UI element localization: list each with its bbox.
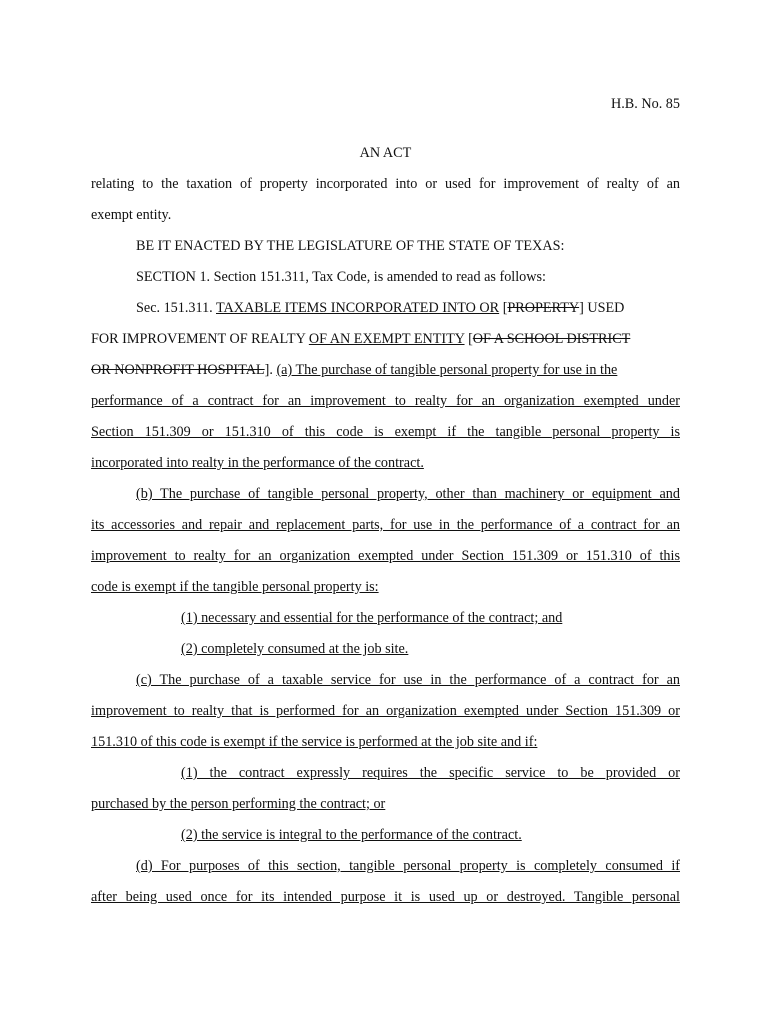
subsection-c-line-2: improvement to realty that is performed for an organization exempted under Section 151.309 or [91,703,680,719]
subsection-b-item-1: (1) necessary and essential for the performance of the contract; and [181,610,563,626]
subsection-b-line-4: code is exempt if the tangible personal property is: [91,579,379,595]
section-heading-line-3 [91,361,680,379]
deleted-text: PROPERTY [507,300,580,316]
section-heading-line-1 [136,299,680,317]
bracket: [ [464,331,473,347]
subsection-c-line-3: 151.310 of this code is exempt if the service is performed at the job site and if: [91,734,538,750]
section-heading-line-2 [91,330,680,348]
subsection-c-line-1: (c) The purchase of a taxable service for use in the performance of a contract for an [136,672,680,688]
subsection-b-line-3: improvement to realty for an organization exempted under Section 151.309 or 151.310 of this [91,548,680,564]
bracket: ]. [264,362,277,378]
subsection-a-line-4: incorporated into realty in the performance of the contract. [91,455,424,471]
subsection-a-line-3: Section 151.309 or 151.310 of this code is exempt if the tangible personal property is [91,424,680,440]
deleted-text: OR NONPROFIT HOSPITAL [91,362,265,378]
subsection-d-line-1: (d) For purposes of this section, tangible personal property is completely consumed if [136,858,680,874]
caption-line-1: relating to the taxation of property incorporated into or used for improvement of realty of an [91,176,680,192]
subsection-a-line-2: performance of a contract for an improvement to realty for an organization exempted under [91,393,680,409]
subsection-b-line-1: (b) The purchase of tangible personal property, other than machinery or equipment and [136,486,680,502]
subsection-a-line-1: (a) The purchase of tangible personal property for use in the [276,362,618,378]
subsection-c-item-1-line-1: (1) the contract expressly requires the specific service to be provided or [181,765,680,781]
act-heading: AN ACT [359,145,412,161]
deleted-text: OF A SCHOOL DISTRICT [472,331,631,347]
enacting-clause: BE IT ENACTED BY THE LEGISLATURE OF THE STATE OF TEXAS: [136,238,565,254]
bill-number: H.B. No. 85 [611,96,680,112]
heading-text: FOR IMPROVEMENT OF REALTY [91,331,309,347]
subsection-b-item-2: (2) completely consumed at the job site. [181,641,409,657]
caption-line-2: exempt entity. [91,207,172,223]
subsection-b-line-2: its accessories and repair and replacement parts, for use in the performance of a contract for an [91,517,680,533]
added-text: OF AN EXEMPT ENTITY [308,331,465,347]
section-1-text: SECTION 1. Section 151.311, Tax Code, is amended to read as follows: [136,269,546,285]
heading-text: ] USED [579,300,625,316]
bracket: [ [499,300,508,316]
subsection-d-line-2: after being used once for its intended purpose it is used up or destroyed. Tangible personal [91,889,680,905]
section-number: Sec. 151.311. [136,300,216,316]
subsection-c-item-2: (2) the service is integral to the performance of the contract. [181,827,522,843]
added-text: TAXABLE ITEMS INCORPORATED INTO OR [216,300,500,316]
subsection-c-item-1-line-2: purchased by the person performing the contract; or [91,796,386,812]
